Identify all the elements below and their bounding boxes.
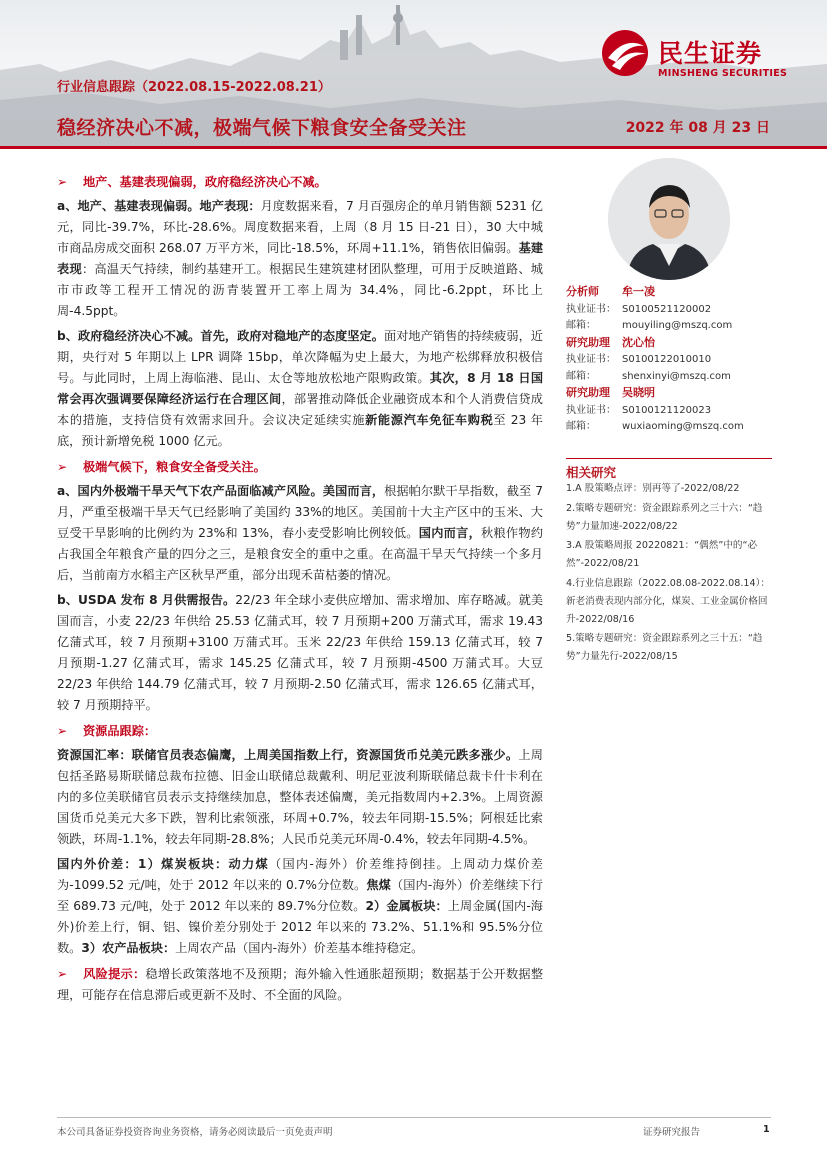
bold-text: b、USDA 发布 8 月供需报告。	[57, 593, 236, 607]
analyst-email-row	[566, 419, 772, 436]
body-text: 面对地产销售的持续疲弱，近期，央行对 5 年期以上 LPR 调降 15bp，单次降幅为史上最大，为地产松绑释放积极信号。与此同时，上周上海临港、昆山、太仓等地放松地产限购政策。	[57, 329, 543, 385]
paragraph	[57, 196, 543, 322]
analyst-role: 研究助理	[566, 386, 610, 399]
section-heading-text: 极端气候下，粮食安全备受关注。	[83, 460, 266, 474]
body-text: ：高温天气持续，制约基建开工。根据民生建筑建材团队整理，可用于反映道路、城市市政等工程开工情况的沥青装置开工率上周为 34.4%，同比-6.2ppt，环比上周-4.5ppt。	[57, 262, 543, 318]
analyst-name-row	[566, 385, 772, 403]
footer-rule	[57, 1117, 771, 1118]
analyst-cert-row	[566, 352, 772, 369]
arrow-bullet-icon: ➢	[57, 460, 68, 474]
body-text: 上周金属(国内-海外)价差上行，铜、铝、镍价差分别处于 2012 年以来的 73.2%、51.1%和 95.5%分位数。	[57, 899, 543, 955]
body-text: （国内-海外）价差继续下行至 689.73 元/吨，处于 2012 年以来的 89.7%分位数。	[57, 878, 543, 913]
section-heading	[57, 721, 543, 742]
email-address[interactable]: shenxinyi@mszq.com	[622, 370, 731, 382]
body-text: 至 23 年底，预计新增免税 1000 亿元。	[57, 413, 543, 448]
cert-label: 执业证书：	[566, 354, 616, 365]
footer-report-type: 证券研究报告	[643, 1127, 701, 1138]
report-date: 2022 年 08 月 23 日	[625, 120, 770, 136]
analyst-role: 研究助理	[566, 335, 610, 349]
email-address[interactable]: wuxiaoming@mszq.com	[622, 421, 744, 432]
body-text: 上周包括圣路易斯联储总裁布拉德、旧金山联储总裁戴利、明尼亚波利斯联储总裁卡什卡利在内的多位美联储官员表示支持继续加息，整体表述偏鹰，美元指数周内+2.3%。上周资源国货币兑美元大多下跌，智利比索领涨，环周+0.7%，较去年同期-15.5%；阿根廷比索领跌，环周-1.1%，较去年同期-28.8%；人民币兑美元环周-0.4%，较去年同期-4.5%。	[57, 748, 543, 846]
related-research-item[interactable]: 5.策略专题研究：资金跟踪系列之三十五：“趋势”力量先行-2022/08/15	[566, 633, 763, 663]
report-body	[57, 172, 543, 1006]
body-text: 上周农产品（国内-海外）价差基本维持稳定。	[175, 941, 424, 955]
analyst-name-row	[566, 335, 772, 353]
bold-text: 新能源汽车免征车购税	[365, 413, 494, 427]
bold-text: 国内而言，	[418, 526, 482, 540]
body-text: 月度数据来看，7 月百强房企的单月销售额 5231 亿元，同比-39.7%，环比-28.6%。周度数据来看，上周（8 月 15 日-21 日），30 大中城市商品房成交面积 268.07 万平方米，同比-18.5%，环周+11.1%，销售依旧偏弱。	[57, 199, 543, 255]
related-research-heading: 相关研究	[566, 458, 772, 481]
analyst-name: 沈心怡	[622, 335, 655, 349]
bold-text: a、地产、基建表现偏弱。地产表现：	[57, 199, 261, 213]
paragraph	[57, 854, 543, 959]
section-heading-text: 地产、基建表现偏弱，政府稳经济决心不减。	[83, 175, 327, 189]
body-text: 22/23 年全球小麦供应增加、需求增加、库存略减。就美国而言，小麦 22/23 年供给 25.53 亿蒲式耳，较 7 月预期+200 万蒲式耳，需求 19.43 亿蒲式耳，较 7 月预期+3100 万蒲式耳。玉米 22/23 年供给 159.13 亿蒲式耳，较 7 月预期-1.27 亿蒲式耳，需求 145.25 亿蒲式耳，较 7 月预期-4500 万蒲式耳。大豆 22/23 年供给 144.79 亿蒲式耳，较 7 月预期-2.50 亿蒲式耳，需求 126.65 亿蒲式耳，较 7 月预期持平。	[57, 593, 544, 712]
logo-text-cn: 民生证券	[658, 39, 763, 68]
body-text: 稳增长政策落地不及预期；海外输入性通胀超预期；数据基于公开数据整理，可能存在信息滞后或更新不及时、不全面的风险。	[57, 967, 544, 1002]
cert-number: S0100122010010	[622, 354, 712, 365]
bold-text: 其次，8 月 18 日国常会再次强调要保障经济运行在合理区间	[57, 371, 544, 406]
bold-text: 国内外价差：1）煤炭板块：动力煤	[57, 857, 269, 871]
bold-text: 焦煤	[366, 878, 391, 892]
report-series: 行业信息跟踪（2022.08.15-2022.08.21）	[57, 80, 331, 95]
analyst-list	[566, 284, 772, 436]
section-heading	[57, 457, 543, 478]
analyst-name-row	[566, 284, 772, 302]
arrow-bullet-icon: ➢	[57, 175, 68, 189]
body-text: 秋粮作物约占我国全年粮食产量的四分之三，是粮食安全的重中之重。在高温干旱天气持续一个多月后，当前南方水稻主产区秋旱严重，部分出现禾苗枯萎的情况。	[57, 526, 544, 582]
bold-text: 资源国汇率：联储官员表态偏鹰，上周美国指数上行，资源国货币兑美元跌多涨少。	[57, 748, 519, 762]
paragraph	[57, 326, 543, 452]
header-rule	[0, 146, 827, 149]
analyst-name: 吴晓明	[622, 386, 655, 399]
analyst-email-row	[566, 318, 772, 335]
section-heading	[57, 172, 543, 193]
risk-warning	[57, 964, 543, 1006]
analyst-cert-row	[566, 403, 772, 420]
analyst-cert-row	[566, 302, 772, 319]
cert-label: 执业证书：	[566, 303, 616, 315]
analyst-portrait-image	[608, 158, 730, 280]
email-label: 邮箱：	[566, 320, 596, 331]
email-address[interactable]: mouyiling@mszq.com	[622, 320, 733, 331]
minsheng-logo	[600, 28, 810, 88]
related-research-item[interactable]: 1.A 股策略点评：别再等了-2022/08/22	[566, 483, 740, 494]
analyst-email-row	[566, 369, 772, 386]
section-heading-text: 资源品跟踪：	[83, 724, 157, 738]
body-text: 根据帕尔默干旱指数，截至 7 月，严重至极端干旱天气已经影响了美国约 33%的地区。美国前十大主产区中的玉米、大豆受干旱影响的比例约为 23%和 13%，春小麦受影响比例较低。	[57, 484, 543, 540]
paragraph	[57, 481, 543, 586]
arrow-bullet-icon: ➢	[57, 967, 68, 981]
body-text: ，部署推动降低企业融资成本和个人消费信贷成本的措施，支持信贷有效需求回升。会议决定延续实施	[57, 392, 543, 427]
logo-text-en: MINSHENG SECURITIES	[658, 68, 788, 79]
email-label: 邮箱：	[566, 370, 596, 382]
paragraph	[57, 745, 543, 850]
bold-text: 风险提示：	[83, 967, 146, 981]
cert-number: S0100121120023	[622, 404, 712, 416]
bold-text: 3）农产品板块：	[81, 941, 176, 955]
report-title: 稳经济决心不减，极端气候下粮食安全备受关注	[57, 117, 467, 139]
minsheng-logo-icon	[600, 28, 650, 78]
page-number: 1	[763, 1124, 770, 1135]
bold-text: 2）金属板块：	[365, 899, 448, 913]
analyst-photo	[608, 158, 730, 280]
related-research-item[interactable]: 2.策略专题研究：资金跟踪系列之三十六：“趋势”力量加速-2022/08/22	[566, 502, 763, 532]
bold-text: a、国内外极端干旱天气下农产品面临减产风险。美国而言，	[57, 484, 385, 498]
arrow-bullet-icon: ➢	[57, 724, 68, 738]
related-research-list	[566, 480, 772, 668]
related-research-item[interactable]: 3.A 股策略周报 20220821：“偶然”中的“必然”-2022/08/21	[566, 540, 758, 570]
body-text: （国内-海外）价差维持倒挂。上周动力煤价差为-1099.52 元/吨，处于 2012 年以来的 0.7%分位数。	[57, 857, 543, 892]
analyst-role: 分析师	[566, 285, 599, 298]
email-label: 邮箱：	[566, 421, 596, 432]
footer-disclaimer: 本公司具备证券投资咨询业务资格，请务必阅读最后一页免责声明	[57, 1127, 333, 1138]
analyst-name: 牟一凌	[622, 285, 655, 298]
cert-label: 执业证书：	[566, 404, 616, 416]
bold-text: 基建表现	[57, 241, 544, 276]
paragraph	[57, 590, 543, 716]
bold-text: b、政府稳经济决心不减。首先，政府对稳地产的态度坚定。	[57, 329, 384, 343]
related-research-item[interactable]: 4.行业信息跟踪（2022.08.08-2022.08.14）：新老消费表现内部分化，煤炭、工业金属价格回升-2022/08/16	[566, 577, 771, 625]
cert-number: S0100521120002	[622, 303, 712, 315]
